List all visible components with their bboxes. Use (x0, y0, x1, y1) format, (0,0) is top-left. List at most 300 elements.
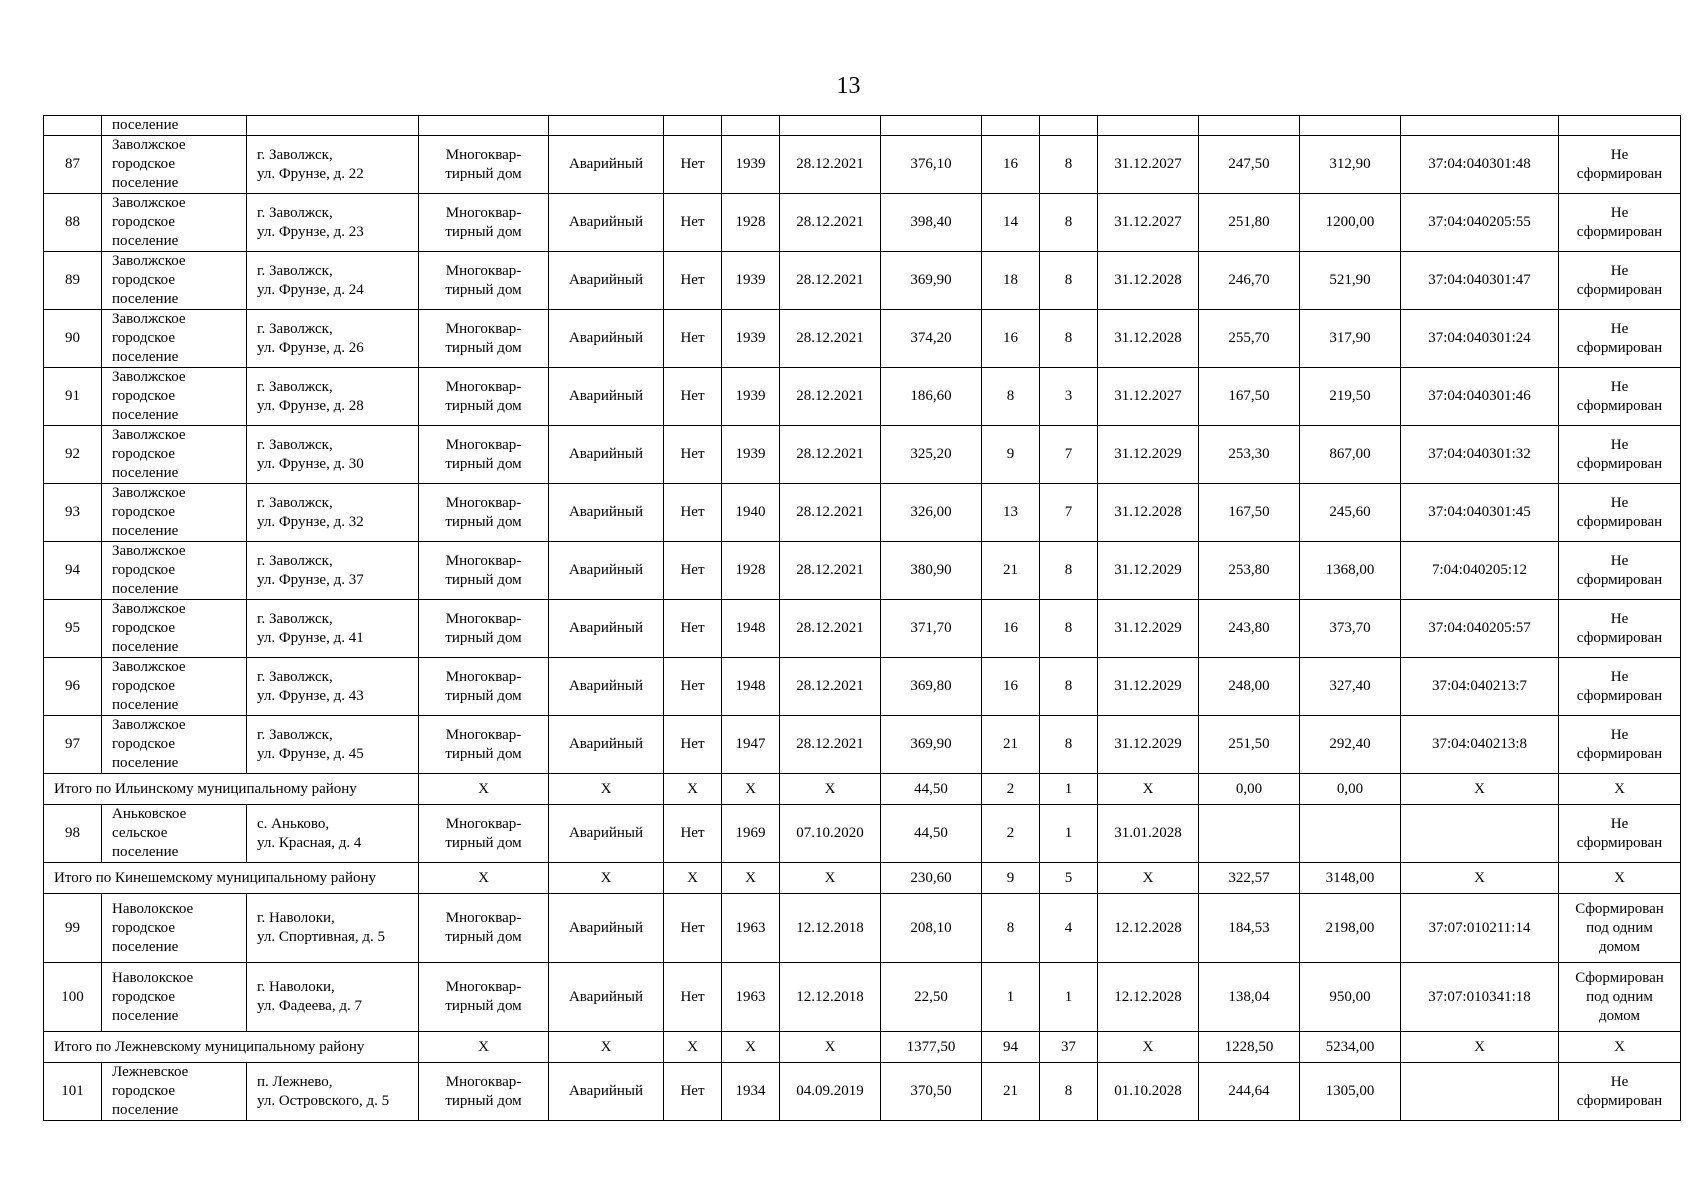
cell-plot-status (1559, 194, 1681, 252)
cell-line: сформирован (1576, 1092, 1663, 1109)
cell-line: поселение (112, 755, 179, 771)
cell-line: сформирован (1576, 629, 1663, 646)
cell-line: Наволокское (112, 969, 194, 986)
cell-premises: 8 (1040, 716, 1098, 774)
cell-land-area (1300, 805, 1401, 863)
cell-resettlement-deadline: 31.12.2029 (1098, 716, 1199, 774)
table-row (44, 368, 1681, 426)
cell-municipality (102, 894, 247, 963)
cell-building-type (419, 194, 549, 252)
cell-line: поселение (112, 349, 179, 365)
cell-flag: Нет (664, 368, 722, 426)
cell-area-2: 322,57 (1199, 863, 1300, 894)
cell-recognition-date: 28.12.2021 (780, 600, 881, 658)
cell-line: тирный дом (445, 834, 522, 851)
cell-year: 1948 (722, 658, 780, 716)
cell-line: Заволжское (112, 253, 186, 269)
cell-status: Аварийный (549, 1063, 664, 1121)
cell-line: Не (1610, 726, 1629, 743)
cell-cadastral-number: Х (1401, 774, 1559, 805)
cell-num: 100 (44, 963, 102, 1032)
cell-residents: 9 (982, 863, 1040, 894)
cell-municipality (102, 805, 247, 863)
cell-residents: 8 (982, 894, 1040, 963)
cell-municipality (102, 194, 247, 252)
cell-line: сформирован (1576, 223, 1663, 240)
cell-line: сформирован (1576, 571, 1663, 588)
cell-line: ул. Фрунзе, д. 26 (257, 339, 364, 356)
cell-residents: 94 (982, 1032, 1040, 1063)
cell-flag: Нет (664, 194, 722, 252)
cell-line: сформирован (1576, 339, 1663, 356)
cell-year: 1969 (722, 805, 780, 863)
cell-line: Многоквар- (445, 378, 522, 395)
cell-building-type (419, 963, 549, 1032)
cell-line: поселение (112, 175, 179, 191)
cell-resettlement-deadline: 31.12.2027 (1098, 136, 1199, 194)
cell-line: тирный дом (445, 629, 522, 646)
cell-line: Многоквар- (445, 1073, 522, 1090)
cell-line: Не (1610, 552, 1629, 569)
cell-line: Не (1610, 436, 1629, 453)
cell-land-area: 373,70 (1300, 600, 1401, 658)
table-row (44, 963, 1681, 1032)
cell-line: г. Заволжск, (257, 378, 333, 395)
cell-land-area: 521,90 (1300, 252, 1401, 310)
cell-area: 44,50 (881, 774, 982, 805)
cell-line: ул. Спортивная, д. 5 (257, 929, 386, 945)
cell-resettlement-deadline: 31.12.2028 (1098, 252, 1199, 310)
cell-line: сформирован (1576, 455, 1663, 472)
cell-premises: 37 (1040, 1032, 1098, 1063)
cell-address (247, 1063, 419, 1121)
continuation-row (44, 116, 1681, 136)
cell-year: 1939 (722, 252, 780, 310)
cell-line: поселение (112, 407, 179, 423)
cell-line: ул. Фадеева, д. 7 (257, 998, 362, 1014)
cell-area-2: 251,50 (1199, 716, 1300, 774)
cell-area: 208,10 (881, 894, 982, 963)
subtotal-label: Итого по Лежневскому муниципальному району (44, 1032, 419, 1063)
cell-plot-status: Х (1559, 863, 1681, 894)
cell-num: 93 (44, 484, 102, 542)
cell-recognition-date: Х (780, 774, 881, 805)
cell-residents: 16 (982, 310, 1040, 368)
cell-num: 90 (44, 310, 102, 368)
cell-resettlement-deadline: Х (1098, 1032, 1199, 1063)
cell-plot-status (1559, 716, 1681, 774)
cell-line: городское (112, 214, 176, 230)
subtotal-label: Итого по Ильинскому муниципальному району (44, 774, 419, 805)
cell-premises: 8 (1040, 136, 1098, 194)
cell-residents: 13 (982, 484, 1040, 542)
table-row (44, 194, 1681, 252)
cell-address (247, 136, 419, 194)
cell-plot-status (1559, 542, 1681, 600)
cell-plot-status (1559, 310, 1681, 368)
cell-premises: 1 (1040, 963, 1098, 1032)
cell-line: городское (112, 388, 176, 404)
cell-cadastral-number: 7:04:040205:12 (1401, 542, 1559, 600)
cell-building-type (419, 426, 549, 484)
cell-year: 1948 (722, 600, 780, 658)
cell-address (247, 484, 419, 542)
cell-num: 91 (44, 368, 102, 426)
cell-line: ул. Фрунзе, д. 23 (257, 223, 364, 240)
cell-line: ул. Фрунзе, д. 22 (257, 165, 364, 182)
table-row (44, 716, 1681, 774)
cell-line: Многоквар- (445, 668, 522, 685)
cell-line: Не (1610, 1073, 1629, 1090)
cell-residents: 16 (982, 600, 1040, 658)
cell-area-2: 138,04 (1199, 963, 1300, 1032)
cell-num: 88 (44, 194, 102, 252)
cell-line: городское (112, 736, 176, 752)
cell-municipality (102, 658, 247, 716)
cell-year: 1963 (722, 894, 780, 963)
cell-resettlement-deadline: Х (1098, 863, 1199, 894)
cell-flag: Нет (664, 894, 722, 963)
cell-line: домом (1598, 1007, 1641, 1024)
cell-resettlement-deadline: 12.12.2028 (1098, 894, 1199, 963)
cell-premises: 8 (1040, 542, 1098, 600)
cell-area-2: 167,50 (1199, 484, 1300, 542)
cell-line: тирный дом (445, 998, 522, 1014)
cell-residents: 8 (982, 368, 1040, 426)
cell-line: сформирован (1576, 281, 1663, 298)
cell-status: Аварийный (549, 426, 664, 484)
cell-recognition-date: 28.12.2021 (780, 368, 881, 426)
cell-residents: 16 (982, 136, 1040, 194)
cell-cadastral-number: 37:04:040205:57 (1401, 600, 1559, 658)
cell-area-2: 0,00 (1199, 774, 1300, 805)
page-number: 13 (836, 73, 861, 99)
cell-line: поселение (112, 844, 179, 860)
cell-line: Многоквар- (445, 610, 522, 627)
cell-cadastral-number: 37:07:010211:14 (1401, 894, 1559, 963)
cell-line: тирный дом (445, 165, 522, 182)
cell-line: г. Заволжск, (257, 552, 333, 569)
cell-line: сельское (112, 825, 168, 841)
cell-line: тирный дом (445, 455, 522, 472)
cell-cadastral-number (1401, 1063, 1559, 1121)
cell-line: городское (112, 620, 176, 636)
cell-plot-status (1559, 894, 1681, 963)
cell-area: 380,90 (881, 542, 982, 600)
cell-residents: 21 (982, 716, 1040, 774)
subtotal-row (44, 774, 1681, 805)
cell-plot-status (1559, 805, 1681, 863)
cell-line: ул. Фрунзе, д. 32 (257, 513, 364, 530)
cell-recognition-date: 07.10.2020 (780, 805, 881, 863)
cell-status: Х (549, 774, 664, 805)
cell-line: городское (112, 272, 176, 288)
cell-plot-status (1559, 600, 1681, 658)
cell-year: 1940 (722, 484, 780, 542)
cell-municipality (102, 252, 247, 310)
cell-flag: Нет (664, 136, 722, 194)
cell-line: ул. Фрунзе, д. 37 (257, 571, 364, 588)
cell-line: тирный дом (445, 745, 522, 762)
cell-year: 1939 (722, 368, 780, 426)
cell-plot-status (1559, 658, 1681, 716)
cell-flag: Нет (664, 310, 722, 368)
cell-address (247, 600, 419, 658)
cell-resettlement-deadline: 31.12.2028 (1098, 484, 1199, 542)
cell-area-2: 167,50 (1199, 368, 1300, 426)
table-row (44, 484, 1681, 542)
cell-area: 371,70 (881, 600, 982, 658)
cell-land-area: 219,50 (1300, 368, 1401, 426)
cell-area-2: 244,64 (1199, 1063, 1300, 1121)
cell-flag: Нет (664, 484, 722, 542)
cell-area-2: 184,53 (1199, 894, 1300, 963)
cell-area: 369,90 (881, 716, 982, 774)
cell-status: Аварийный (549, 368, 664, 426)
cell-land-area: 312,90 (1300, 136, 1401, 194)
cell-year: 1939 (722, 426, 780, 484)
cell-area-2: 243,80 (1199, 600, 1300, 658)
subtotal-label: Итого по Кинешемскому муниципальному району (44, 863, 419, 894)
cell-cadastral-number: Х (1401, 863, 1559, 894)
cell-residents: 2 (982, 805, 1040, 863)
cell-municipality (102, 1063, 247, 1121)
cell-line: городское (112, 988, 176, 1005)
cell-plot-status (1559, 136, 1681, 194)
cell-line: Многоквар- (445, 494, 522, 511)
cell-premises: 8 (1040, 252, 1098, 310)
cell-recognition-date: 28.12.2021 (780, 542, 881, 600)
cell-flag: Нет (664, 1063, 722, 1121)
cell-address (247, 894, 419, 963)
cell-line: Заволжское (112, 717, 186, 733)
cell-area: 186,60 (881, 368, 982, 426)
cell-line: Не (1610, 320, 1629, 337)
cell-address (247, 194, 419, 252)
cell-flag: Х (664, 1032, 722, 1063)
cell-line: городское (112, 562, 176, 578)
cell-premises: 8 (1040, 658, 1098, 716)
cell-status: Аварийный (549, 310, 664, 368)
cell-municipality (102, 716, 247, 774)
table-row (44, 542, 1681, 600)
cell-line: тирный дом (445, 687, 522, 704)
cell-line: г. Заволжск, (257, 610, 333, 627)
cell-status: Аварийный (549, 194, 664, 252)
cell-year: Х (722, 1032, 780, 1063)
cell-area: 376,10 (881, 136, 982, 194)
cell-line: Многоквар- (445, 726, 522, 743)
cell-address (247, 805, 419, 863)
cell-address (247, 426, 419, 484)
cell-recognition-date: 12.12.2018 (780, 963, 881, 1032)
cell-residents: 1 (982, 963, 1040, 1032)
cell-flag: Нет (664, 963, 722, 1032)
cell-year: 1947 (722, 716, 780, 774)
cell-line: г. Заволжск, (257, 320, 333, 337)
cell-line: Заволжское (112, 543, 186, 559)
cell-area-2: 253,30 (1199, 426, 1300, 484)
table-row (44, 426, 1681, 484)
cell-line: Многоквар- (445, 146, 522, 163)
cell-line: Многоквар- (445, 910, 522, 926)
cell-num: 98 (44, 805, 102, 863)
cell-line: поселение (112, 639, 179, 655)
cell-address (247, 310, 419, 368)
cell-municipality (102, 484, 247, 542)
cell-year: 1934 (722, 1063, 780, 1121)
cell-line: Многоквар- (445, 815, 522, 832)
cell-line: сформирован (1576, 745, 1663, 762)
cell-line: Не (1610, 815, 1629, 832)
cell-address (247, 658, 419, 716)
table-row (44, 252, 1681, 310)
cell-residents: 9 (982, 426, 1040, 484)
table-row (44, 136, 1681, 194)
cell-line: поселение (112, 1007, 179, 1024)
cell-line: домом (1598, 938, 1641, 955)
cell-area: 230,60 (881, 863, 982, 894)
cell-line: поселение (112, 523, 179, 539)
cell-cadastral-number: 37:04:040301:46 (1401, 368, 1559, 426)
cell-line: ул. Фрунзе, д. 45 (257, 745, 364, 762)
cell-cadastral-number: 37:04:040301:48 (1401, 136, 1559, 194)
cell-flag: Нет (664, 426, 722, 484)
cell-line: г. Заволжск, (257, 494, 333, 511)
cell-resettlement-deadline: 01.10.2028 (1098, 1063, 1199, 1121)
cell-resettlement-deadline: 31.12.2029 (1098, 426, 1199, 484)
cell-recognition-date: 28.12.2021 (780, 658, 881, 716)
cell-cadastral-number: 37:07:010341:18 (1401, 963, 1559, 1032)
cell-line: поселение (112, 291, 179, 307)
cell-resettlement-deadline: 31.01.2028 (1098, 805, 1199, 863)
cell-line: городское (112, 446, 176, 462)
cell-plot-status: Х (1559, 1032, 1681, 1063)
cell-area-2: 246,70 (1199, 252, 1300, 310)
cell-line: поселение (112, 1102, 179, 1118)
cell-municipality (102, 136, 247, 194)
cell-building-type (419, 484, 549, 542)
cell-line: тирный дом (445, 339, 522, 356)
housing-registry-table (43, 115, 1681, 1121)
cell-premises: 8 (1040, 600, 1098, 658)
cell-line: г. Заволжск, (257, 726, 333, 743)
cell-land-area: 317,90 (1300, 310, 1401, 368)
cell-flag: Нет (664, 716, 722, 774)
cell-land-area: 292,40 (1300, 716, 1401, 774)
cell-recognition-date: Х (780, 1032, 881, 1063)
cell-area-2: 247,50 (1199, 136, 1300, 194)
cell-status: Аварийный (549, 600, 664, 658)
cell-plot-status (1559, 484, 1681, 542)
cell-plot-status (1559, 368, 1681, 426)
cell-building-type (419, 310, 549, 368)
cell-residents: 14 (982, 194, 1040, 252)
cell-line: г. Наволоки, (257, 910, 335, 926)
subtotal-row (44, 863, 1681, 894)
cell-cadastral-number: 37:04:040301:24 (1401, 310, 1559, 368)
cell-year: 1928 (722, 194, 780, 252)
cell-plot-status (1559, 252, 1681, 310)
cell-address (247, 963, 419, 1032)
cell-line: сформирован (1576, 513, 1663, 530)
cell-num: 92 (44, 426, 102, 484)
cell-line: поселение (112, 465, 179, 481)
cell-status: Аварийный (549, 716, 664, 774)
cell-line: с. Аньково, (257, 815, 330, 832)
cell-premises: 1 (1040, 805, 1098, 863)
table-row (44, 805, 1681, 863)
cell-address (247, 252, 419, 310)
cell-area: 370,50 (881, 1063, 982, 1121)
table-row (44, 1063, 1681, 1121)
cell-premises: 8 (1040, 194, 1098, 252)
cell-num: 87 (44, 136, 102, 194)
cell-area: 326,00 (881, 484, 982, 542)
cell-num: 101 (44, 1063, 102, 1121)
cell-area-2: 253,80 (1199, 542, 1300, 600)
cell-building-type (419, 542, 549, 600)
cell-status: Аварийный (549, 805, 664, 863)
cell-line: г. Заволжск, (257, 204, 333, 221)
cell-line: под одним (1586, 988, 1653, 1005)
cell-line: Многоквар- (445, 436, 522, 453)
cell-line: Заволжское (112, 659, 186, 675)
cell-line: ул. Фрунзе, д. 43 (257, 687, 364, 704)
cell-line: сформирован (1576, 165, 1663, 182)
cell-land-area: 1368,00 (1300, 542, 1401, 600)
cell-land-area: 245,60 (1300, 484, 1401, 542)
cell-line: Не (1610, 146, 1629, 163)
cell-building-type: Х (419, 863, 549, 894)
cell-cadastral-number: 37:04:040213:7 (1401, 658, 1559, 716)
cell-residents: 2 (982, 774, 1040, 805)
cell-residents: 16 (982, 658, 1040, 716)
cell-residents: 21 (982, 1063, 1040, 1121)
table-row (44, 658, 1681, 716)
cell-cadastral-number: 37:04:040213:8 (1401, 716, 1559, 774)
cell-year: Х (722, 774, 780, 805)
cell-line: п. Лежнево, (257, 1073, 333, 1090)
cell-line: сформирован (1576, 397, 1663, 414)
cell-municipality (102, 426, 247, 484)
cell-line: Наволокское (112, 900, 194, 917)
cell-line: городское (112, 330, 176, 346)
cell-area: 374,20 (881, 310, 982, 368)
cell-area-2: 255,70 (1199, 310, 1300, 368)
cell-num: 89 (44, 252, 102, 310)
cell-land-area: 327,40 (1300, 658, 1401, 716)
cell-line: Не (1610, 610, 1629, 627)
cell-flag: Нет (664, 542, 722, 600)
cell-line: Многоквар- (445, 204, 522, 221)
cell-line: Не (1610, 494, 1629, 511)
cell-building-type: Х (419, 774, 549, 805)
cell-line: городское (112, 1083, 176, 1099)
cell-recognition-date: 28.12.2021 (780, 310, 881, 368)
cell-line: Заволжское (112, 195, 186, 211)
cell-year: 1939 (722, 310, 780, 368)
cell-line: городское (112, 504, 176, 520)
cell-building-type (419, 658, 549, 716)
cell-land-area: 0,00 (1300, 774, 1401, 805)
cell-premises: 7 (1040, 484, 1098, 542)
cell-resettlement-deadline: 12.12.2028 (1098, 963, 1199, 1032)
cell-line: городское (112, 919, 176, 936)
cell-building-type (419, 805, 549, 863)
cell-area: 369,80 (881, 658, 982, 716)
cell-num: 99 (44, 894, 102, 963)
